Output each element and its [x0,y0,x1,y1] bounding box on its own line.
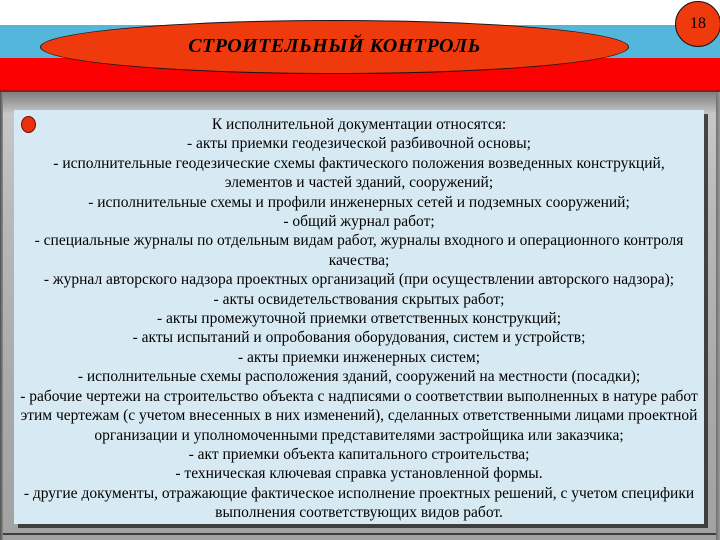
frame-right-edge [716,92,720,540]
list-item: - акты испытаний и опробования оборудования, систем и устройств; [132,329,586,347]
list-item: - акты промежуточной приемки ответственных конструкций; [156,310,562,328]
page-number-badge [675,1,720,47]
list-item: - техническая ключевая справка установленной формы. [175,465,543,483]
list-item: - акт приемки объекта капитального строительства; [188,445,530,463]
list-item: - специальные журналы по отдельным видам работ, журналы входного и операционного контроля качества; [34,232,684,269]
list-item: - рабочие чертежи на строительство объекта с надписями о соответствии выполненных в натуре работ этим чертежам (с учетом внесенных в них изменений), сделанных ответственными лицами проектной организации и уполномоченными представителями застройщика или заказчика; [20,387,698,444]
list-item: - другие документы, отражающие фактическое исполнение проектных решений, с учетом специфики выполнения соответствующих видов работ. [23,484,695,522]
list-item: - исполнительные схемы и профили инженерных сетей и подземных сооружений; [88,193,630,211]
list-item: - общий журнал работ; [283,213,435,231]
body-text [20,115,698,523]
list-item: - исполнительные геодезические схемы фактического положения возведенных конструкций, элементов и частей зданий, сооружений; [53,154,665,192]
title-banner [40,20,629,74]
list-item: - акты приемки геодезической разбивочной основы; [187,135,531,153]
list-item: - журнал авторского надзора проектных организаций (при осуществлении авторского надзора); [43,271,675,289]
frame-bottom-line [3,533,716,535]
content-panel [14,110,704,524]
slide-title: СТРОИТЕЛЬНЫЙ КОНТРОЛЬ [188,34,481,57]
list-item: - акты приемки инженерных систем; [237,348,481,366]
list-item: - исполнительные схемы расположения зданий, сооружений на местности (посадки); [77,368,641,386]
page-number: 18 [690,15,706,32]
frame-left-edge [0,92,3,540]
body-heading: К исполнительной документации относятся: [211,116,507,133]
list-item: - акты освидетельствования скрытых работ; [213,290,505,308]
